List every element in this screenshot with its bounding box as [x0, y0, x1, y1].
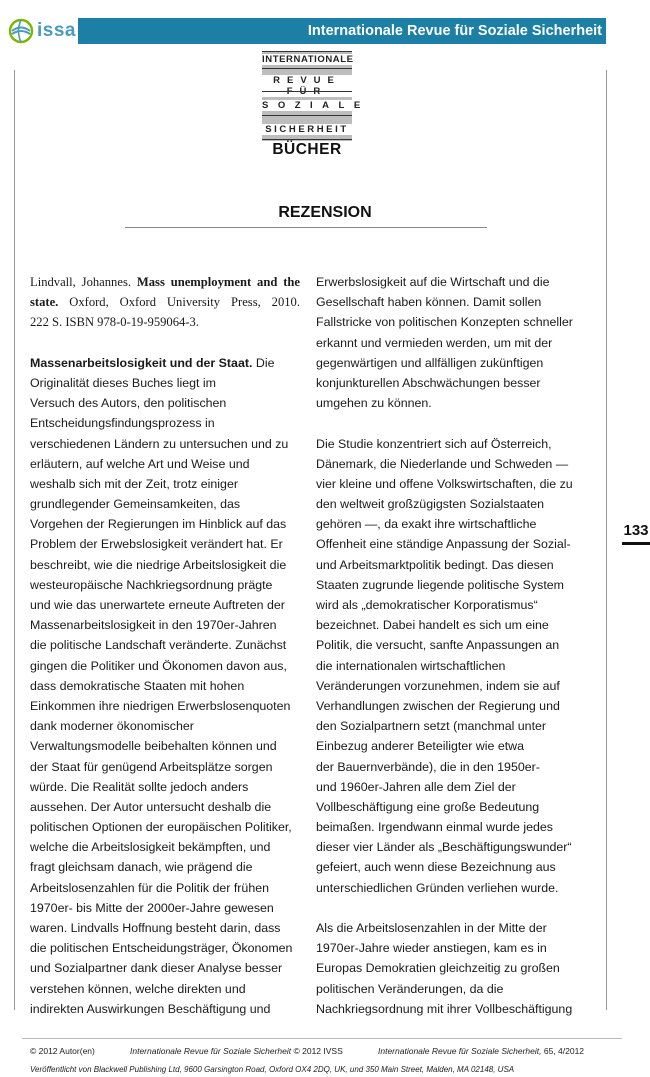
text-line: Offenheit eine ständige Anpassung der Sozial- — [316, 537, 571, 552]
citation-author: Lindvall, Johannes. — [30, 275, 137, 289]
masthead-line-2: REVUE — [262, 75, 352, 97]
text-line: Erwerbslosigkeit auf die Wirtschaft und die — [316, 275, 550, 289]
text-line-content: Einkommen ihre niedrigen Erwerbslosenquoten — [30, 698, 291, 713]
text-line — [30, 716, 300, 736]
text-line — [30, 898, 300, 918]
text-line — [30, 857, 300, 877]
text-line-content: dass demokratische Staaten mit hohen — [30, 678, 245, 693]
text-line — [30, 757, 300, 777]
footer-publisher: Veröffentlicht von Blackwell Publishing Ltd, 9600 Garsington Road, Oxford OX4 2DQ, UK, und 350 Main Street, Malden, MA 02148, USA — [30, 1065, 515, 1074]
masthead-rule — [262, 51, 352, 52]
text-line — [30, 494, 300, 514]
text-line: dieser vier Länder als „Beschäftigungswunder“ — [316, 840, 572, 855]
text-line — [30, 393, 300, 413]
text-line — [30, 575, 300, 595]
logo-text: issa — [37, 20, 76, 41]
text-line-content: 1970er- bis Mitte der 2000er-Jahre gewesen — [30, 900, 274, 915]
text-line-content: beschreibt, wie die niedrige Arbeitslosigkeit die — [30, 557, 287, 572]
text-line: 1970er-Jahre wieder anstiegen, kam es in — [316, 941, 547, 956]
footer-journal-copyright — [130, 1046, 343, 1056]
text-line: erkannt und vermieden werden, um mit der — [316, 335, 553, 350]
text-line: Vollbeschäftigung eine große Bedeutung — [316, 799, 540, 814]
text-line: Fallstricke von politischen Konzepten schneller — [316, 315, 573, 330]
text-line-content: Arbeitslosenzahlen für die Politik der frühen — [30, 880, 269, 895]
text-line: gegenwärtigen und allfälligen zukünftigen — [316, 355, 544, 370]
citation-isbn: 222 S. ISBN 978-0-19-959064-3. — [30, 315, 199, 330]
text-line-content: Verwaltungsmodelle beibehalten können und — [30, 739, 277, 754]
text-line-content: Vorgehen der Regierungen im Hinblick auf das — [30, 517, 287, 532]
text-line-content: und Sozialpartner dank dieser Analyse besser — [30, 961, 283, 976]
book-citation — [30, 272, 300, 333]
masthead-rule — [262, 139, 352, 140]
text-line — [30, 514, 300, 534]
footer-rule — [22, 1038, 622, 1039]
text-line: gefeiert, auch wenn diese Bezeichnung aus — [316, 860, 556, 875]
text-line-content: welche die Arbeitslosigkeit bekämpften, und — [30, 840, 271, 855]
text-line: Europas Demokratien gleichzeitig zu großen — [316, 961, 560, 976]
footer-citation — [378, 1046, 584, 1056]
text-line — [30, 676, 300, 696]
text-line-content: Originalität dieses Buches liegt im — [30, 375, 216, 390]
footer-journal-rest: © 2012 IVSS — [291, 1046, 343, 1056]
text-line: die internationalen wirtschaftlichen — [316, 658, 506, 673]
text-line: bezeichnet. Dabei handelt es sich um eine — [316, 618, 549, 633]
text-line — [30, 474, 300, 494]
text-line — [30, 555, 300, 575]
text-line-content: verschiedenen Ländern zu untersuchen und zu — [30, 436, 289, 451]
text-line-content: Versuch des Autors, den politischen — [30, 396, 227, 411]
text-line-content: Die — [252, 355, 275, 370]
citation-publisher: Oxford, Oxford University Press, 2010. — [58, 295, 300, 310]
citation-line — [30, 272, 300, 292]
text-line — [30, 736, 300, 756]
text-line: vier kleine und offene Volkswirtschaften, die zu — [316, 476, 573, 491]
text-line: Die Studie konzentriert sich auf Österreich, — [316, 436, 552, 451]
globe-icon — [8, 18, 34, 44]
text-line-content: dank moderner ökonomischer — [30, 719, 194, 734]
text-line — [30, 534, 300, 554]
text-line-content: waren. Lindvalls Hoffnung besteht darin, dass — [30, 921, 281, 935]
masthead-rule — [262, 68, 352, 69]
page-number: 133 — [623, 522, 649, 539]
text-line-content: Problem der Erwebslosigkeit verändert hat. Er — [30, 537, 283, 552]
text-line — [30, 595, 300, 615]
text-line: Nachkriegsordnung mit ihrer Vollbeschäftigung — [316, 1001, 573, 1016]
text-line-content: westeuropäische Nachkriegsordnung prägte — [30, 577, 273, 592]
text-line: gehören —, da exakt ihre wirtschaftliche — [316, 517, 537, 532]
text-line: konjunkturellen Abschwächungen besser — [316, 375, 541, 390]
text-line-content: gingen die Politiker und Ökonomen davon aus, — [30, 658, 287, 673]
text-line-content: die politischen Entscheidungsträger, Ökonomen — [30, 941, 293, 956]
text-line-content: Massenarbeitslosigkeit in den 1970er-Jahren — [30, 618, 277, 633]
journal-title: Internationale Revue für Soziale Sicherheit — [307, 23, 602, 39]
citation-title: state. — [30, 295, 59, 310]
review-paragraph — [30, 353, 300, 1019]
text-line — [30, 353, 300, 373]
masthead — [262, 51, 370, 159]
left-column — [30, 272, 300, 1019]
text-line — [30, 979, 300, 999]
review-lead: Massenarbeitslosigkeit und der Staat. — [30, 355, 253, 370]
masthead-line-3: SOZIALE — [262, 100, 370, 111]
text-line-content: aussehen. Der Autor untersucht deshalb die — [30, 799, 272, 814]
text-line — [30, 797, 300, 817]
text-line — [30, 999, 300, 1019]
text-line: unterschiedlichen Gründen verliehen wurde. — [316, 880, 559, 895]
text-line: politischen Veränderungen, da die — [316, 981, 504, 996]
text-line: beimaßen. Irgendwann einmal wurde jedes — [316, 820, 553, 835]
text-line — [30, 837, 300, 857]
text-line-content: grundlegender Gemeinsamkeiten, das — [30, 497, 241, 512]
text-line-content: verstehen können, welche direkten und — [30, 981, 246, 996]
text-line-content: weshalb sich mit der Zeit, trotz einiger — [30, 476, 238, 491]
paragraph-gap — [316, 413, 586, 433]
right-column — [316, 272, 586, 1019]
text-line — [30, 656, 300, 676]
text-line-content: würde. Die Realität sollte jedoch anders — [30, 779, 249, 794]
paragraph-gap — [316, 898, 586, 918]
text-line: Dänemark, die Niederlande und Schweden — — [316, 456, 569, 471]
text-line — [30, 635, 300, 655]
footer-citation-name: Internationale Revue für Soziale Sicherheit, — [378, 1046, 542, 1056]
journal-banner — [78, 18, 606, 44]
text-line-content: und wie das unerwartete erneute Auftreten der — [30, 598, 285, 612]
citation-line — [30, 312, 300, 332]
masthead-line-1: INTERNATIONALE — [262, 54, 354, 65]
review-title: REZENSION — [278, 204, 372, 221]
text-line — [30, 958, 300, 978]
masthead-rule — [262, 115, 352, 116]
text-line — [30, 413, 300, 433]
text-line-content: erläutern, auf welche Art und Weise und — [30, 456, 250, 471]
text-line: den weltweit großzügigsten Sozialstaaten — [316, 497, 544, 512]
text-line-content: politischen Optionen der europäischen Politiker, — [30, 820, 292, 835]
text-line: Staaten zugrunde liegende politische System — [316, 577, 564, 592]
footer-journal-name: Internationale Revue für Soziale Sicherheit — [130, 1046, 292, 1056]
text-line — [30, 696, 300, 716]
text-line — [30, 918, 300, 938]
text-line — [30, 777, 300, 797]
text-line-content: indirekten Auswirkungen Beschäftigung und — [30, 1001, 271, 1016]
masthead-books: BÜCHER — [262, 141, 352, 159]
text-line — [30, 878, 300, 898]
review-paragraph — [316, 272, 586, 413]
text-line — [30, 615, 300, 635]
text-line: den Sozialpartnern setzt (manchmal unter — [316, 719, 547, 734]
text-line: Einbezug anderer Beteiligter wie etwa — [316, 739, 525, 754]
footer-citation-rest: 65, 4/2012 — [541, 1046, 585, 1056]
text-line-content: die politische Landschaft veränderte. Zunächst — [30, 638, 287, 653]
text-line: Politik, die versucht, sanfte Anpassungen an — [316, 638, 560, 653]
citation-line — [30, 292, 300, 312]
text-line: wird als „demokratischer Korporatismus“ — [316, 598, 538, 612]
review-paragraph — [316, 434, 586, 898]
text-line — [30, 434, 300, 454]
text-line: und Arbeitsmarktpolitik bedingt. Das diesen — [316, 557, 554, 572]
text-line — [30, 373, 300, 393]
text-line: Verhandlungen zwischen der Regierung und — [316, 698, 560, 713]
text-line: Gesellschaft haben können. Damit sollen — [316, 295, 542, 310]
text-line-content: der Staat für genügend Arbeitsplätze sorgen — [30, 759, 273, 774]
text-line: umgehen zu können. — [316, 396, 432, 411]
issa-logo — [8, 17, 78, 45]
masthead-line-4: SICHERHEIT — [262, 124, 352, 135]
text-line: und 1960er-Jahren alle dem Ziel der — [316, 779, 516, 794]
review-paragraph — [316, 918, 586, 1019]
paragraph-gap — [30, 333, 300, 353]
text-line — [30, 938, 300, 958]
text-line-content: fragt gleichsam danach, wie prägend die — [30, 860, 253, 875]
text-line: Veränderungen vorzunehmen, indem sie auf — [316, 678, 560, 693]
footer-copyright: © 2012 Autor(en) — [30, 1046, 95, 1056]
text-line-content: Entscheidungsfindungsprozess in — [30, 416, 215, 431]
text-line: der Bauernverbände), die in den 1950er- — [316, 759, 540, 774]
text-line — [30, 454, 300, 474]
text-line: Als die Arbeitslosenzahlen in der Mitte der — [316, 921, 547, 935]
masthead-rule — [262, 91, 352, 92]
citation-title: Mass unemployment and the — [136, 275, 300, 289]
text-line — [30, 817, 300, 837]
review-title-rule — [125, 227, 487, 228]
page-number-rule — [622, 542, 650, 545]
